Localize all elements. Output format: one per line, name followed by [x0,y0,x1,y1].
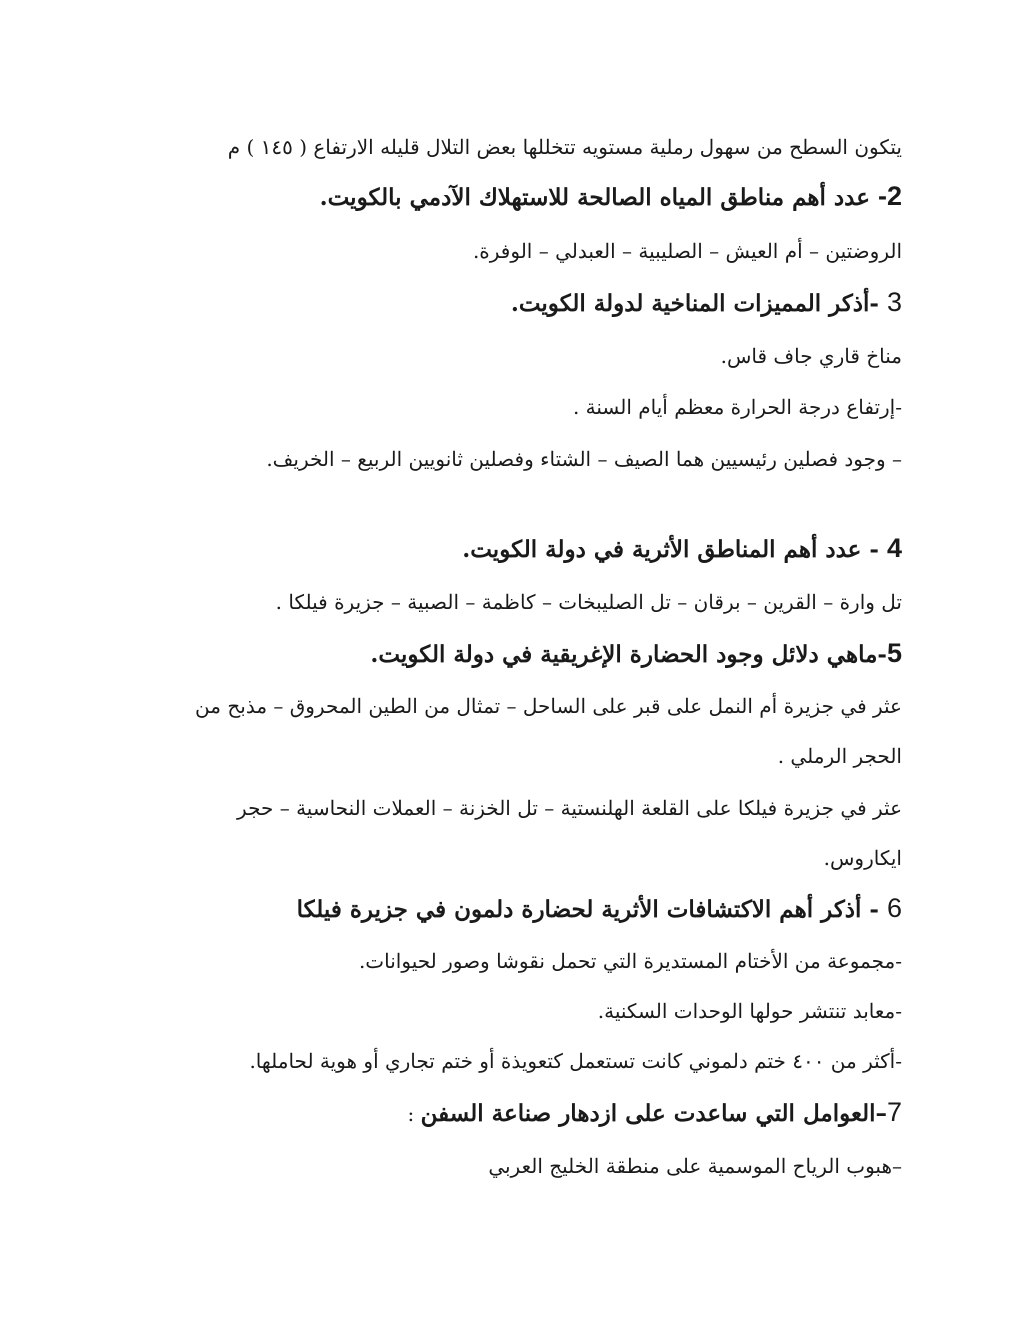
answer-4-line [120,592,902,612]
line-text: تل وارة – القرين – برقان – تل الصليبخات – كاظمة – الصبية – جزيرة فيلكا . [275,590,902,614]
answer-3-line-2 [120,397,902,417]
answer-5-line-1 [120,696,902,716]
line-text: -إرتفاع درجة الحرارة معظم أيام السنة . [572,395,902,419]
answer-6-line-1 [120,951,902,971]
question-number: 6 [886,893,902,923]
answer-5-line-3 [120,798,902,818]
question-number: 2- [877,181,902,211]
question-6-heading [120,895,902,922]
line-text: الروضتين – أم العيش – الصليبية – العبدلي – الوفرة. [472,239,902,263]
question-number: 7 [886,1097,902,1127]
line-text: الحجر الرملي . [777,744,902,768]
line-text: -معابد تنتشر حولها الوحدات السكنية. [597,999,902,1023]
answer-3-line-1 [120,346,902,366]
answer-3-line-3 [120,449,902,469]
question-text: -ماهي دلائل وجود الحضارة الإغريقية في دولة الكويت. [370,641,887,668]
question-text: -أذكر المميزات المناخية لدولة الكويت. [510,290,887,317]
answer-7-line-1 [120,1156,902,1176]
line-text: –هبوب الرياح الموسمية على منطقة الخليج العربي [488,1154,902,1178]
surface-description-line [120,137,902,157]
answer-5-line-4 [120,848,902,868]
question-number: 4 [886,533,902,563]
question-5-heading [120,640,902,667]
line-text: عثر في جزيرة فيلكا على القلعة الهلنستية – تل الخزنة – العملات النحاسية – حجر [237,796,902,820]
line-text: ايكاروس. [823,846,902,870]
line-text: -مجموعة من الأختام المستديرة التي تحمل نقوشا وصور لحيوانات. [358,949,902,973]
question-3-heading [120,289,902,316]
question-text: - عدد أهم المناطق الأثرية في دولة الكويت. [462,536,887,563]
line-text: يتكون السطح من سهول رملية مستويه تتخللها بعض التلال قليله الارتفاع ( ١٤٥ ) م [227,135,902,159]
answer-5-line-2 [120,746,902,766]
line-text: -أكثر من ٤٠٠ ختم دلموني كانت تستعمل كتعويذة أو ختم تجاري أو هوية لحاملها. [249,1049,902,1073]
question-number: 3 [886,287,902,317]
question-2-heading [120,183,902,210]
answer-6-line-2 [120,1001,902,1021]
question-7-heading [120,1099,902,1126]
question-suffix: : [407,1102,421,1126]
question-text: عدد أهم مناطق المياه الصالحة للاستهلاك الآدمي بالكويت. [319,184,878,211]
line-text: – وجود فصلين رئيسيين هما الصيف – الشتاء وفصلين ثانويين الربيع – الخريف. [266,447,902,471]
question-text: –العوامل التي ساعدت على ازدهار صناعة السفن [420,1100,887,1127]
question-text: - أذكر أهم الاكتشافات الأثرية لحضارة دلمون في جزيرة فيلكا [296,896,887,923]
question-4-heading [120,535,902,562]
line-text: مناخ قاري جاف قاس. [720,344,902,368]
answer-6-line-3 [120,1051,902,1071]
answer-2-line [120,241,902,261]
question-number: 5 [886,638,902,668]
line-text: عثر في جزيرة أم النمل على قبر على الساحل – تمثال من الطين المحروق – مذبح من [195,694,902,718]
